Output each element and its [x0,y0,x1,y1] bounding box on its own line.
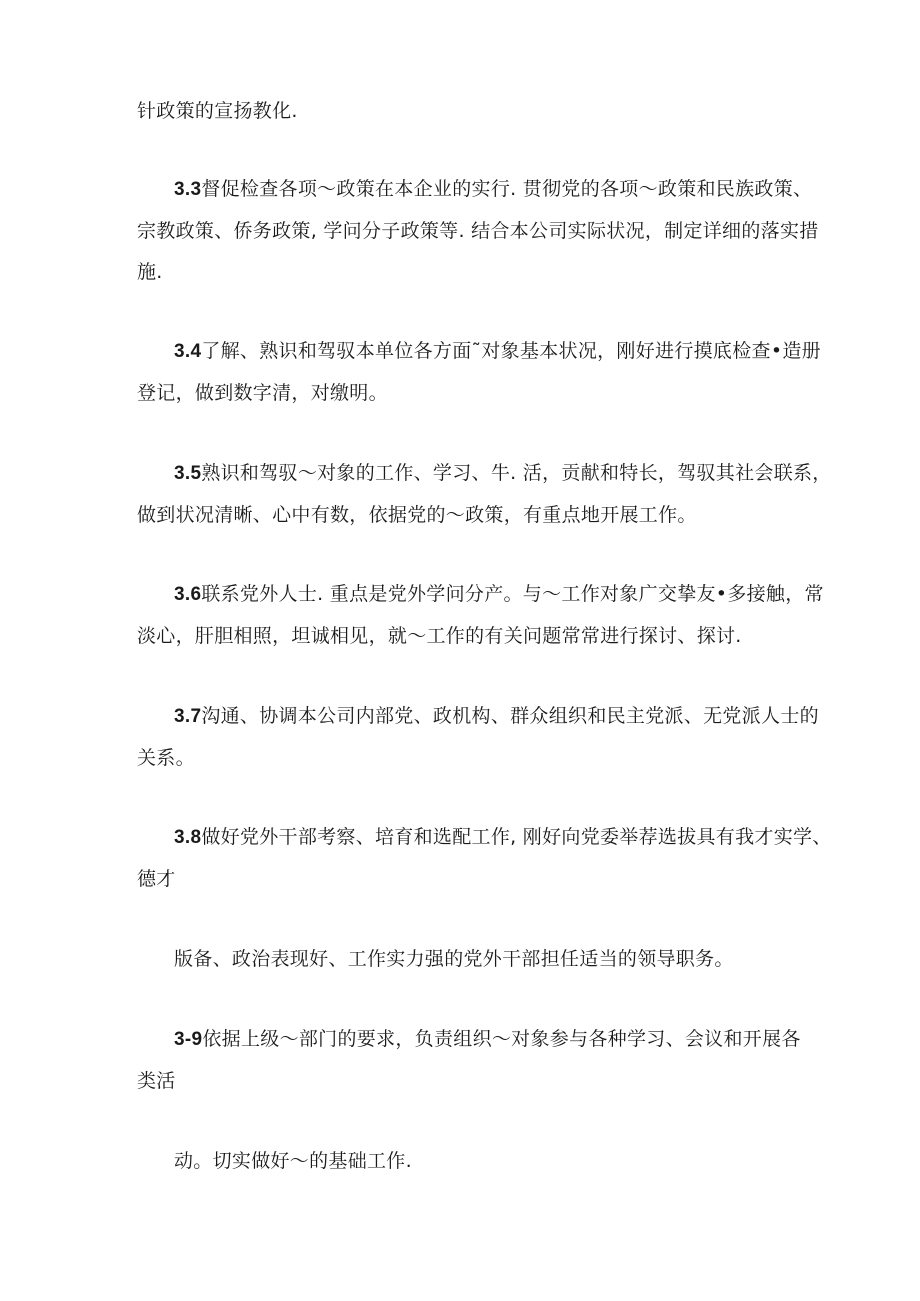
paragraph-3-3-line-3 [137,258,163,286]
section-number: 3.3 [174,179,202,200]
paragraph-text: 沟通、协调本公司内部党、政机构、群众组织和民主党派、无党派人士的 [201,705,819,727]
paragraph-text: 德才 [137,868,176,890]
paragraph-text: 督促检查各项～政策在本企业的实行. 贯彻党的各项～政策和民族政策、 [201,178,813,200]
paragraph-text: 熟识和驾驭～对象的工作、学习、牛. 活，贡献和特长，驾驭其社会联系， [201,462,832,484]
section-number: 3.7 [174,706,202,727]
paragraph-text: 淡心，肝胆相照，坦诚相见，就～工作的有关问题常常进行探讨、探讨. [137,625,742,647]
paragraph-3-3-line-2 [137,217,819,245]
paragraph-text: 依据上级～部门的要求，负责组织～对象参与各种学习、会议和开展各 [202,1028,801,1050]
paragraph-text: 联系党外人士. 重点是党外学问分产。与～工作对象广交挚友•多接触，常 [201,583,824,605]
paragraph-3-5 [174,459,832,488]
paragraph-3-5-line-2 [137,501,697,529]
paragraph-3-3 [174,175,812,204]
paragraph-text: 做好党外干部考察、培育和选配工作, 刚好向党委举荐选拔具有我才实学、 [201,826,832,848]
paragraph-3-9-line-2 [137,1067,176,1095]
section-number: 3-9 [174,1029,203,1050]
paragraph-3-8-line-3 [174,945,734,973]
paragraph-3-6-line-2 [137,622,742,650]
section-number: 3.5 [174,463,202,484]
section-number: 3.6 [174,584,202,605]
paragraph-text: 版备、政治表现好、工作实力强的党外干部担任适当的领导职务。 [174,948,734,970]
paragraph-3-9 [174,1025,801,1054]
paragraph-3-4 [174,337,821,366]
paragraph-3-9-line-3 [174,1147,412,1175]
paragraph-3-6 [174,580,824,609]
section-number: 3.4 [174,341,202,362]
paragraph-text: 施. [137,261,163,283]
paragraph-text: 针政策的宣扬教化. [137,100,298,122]
paragraph-continuation [137,97,298,125]
paragraph-3-4-line-2 [137,379,388,407]
paragraph-3-8 [174,823,832,852]
paragraph-text: 动。切实做好～的基础工作. [174,1150,412,1172]
paragraph-3-7-line-2 [137,744,195,772]
paragraph-text: 类活 [137,1070,176,1092]
paragraph-3-7 [174,702,819,731]
paragraph-text: 了解、熟识和驾驭本单位各方面˜对象基本状况，刚好进行摸底检查•造册 [201,340,821,362]
paragraph-text: 宗教政策、侨务政策, 学问分子政策等. 结合本公司实际状况，制定详细的落实措 [137,220,819,242]
paragraph-text: 做到状况清晰、心中有数，依据党的～政策，有重点地开展工作。 [137,504,697,526]
paragraph-text: 登记，做到数字清，对缴明。 [137,382,388,404]
section-number: 3.8 [174,827,202,848]
paragraph-3-8-line-2 [137,865,176,893]
paragraph-text: 关系。 [137,747,195,769]
